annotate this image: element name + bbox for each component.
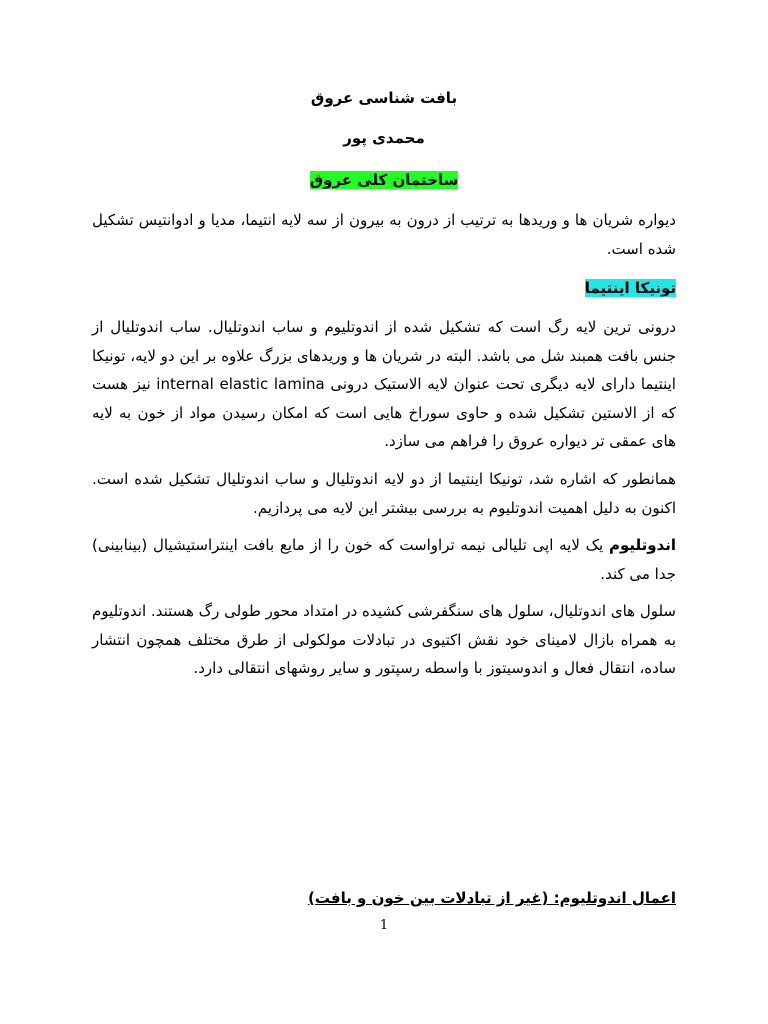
- endothelium-term: اندوتلیوم: [608, 536, 676, 554]
- section-heading-text: ساختمان کلی عروق: [309, 171, 459, 189]
- author-name: محمدی پور: [343, 129, 425, 147]
- endothelium-definition: یک لایه اپی تلیالی نیمه تراواست که خون را از مایع بافت اینتراستیشیال (بینابینی) جدا می کند.: [92, 536, 676, 583]
- subheading-intima-text: تونیکا اینتیما: [584, 279, 676, 297]
- page-number: 1: [379, 918, 389, 933]
- paragraph-intima-2: همانطور که اشاره شد، تونیکا اینتیما از دو لایه اندوتلیال و ساب اندوتلیال تشکیل شده است. اکنون به دلیل اهمیت اندوتلیوم به بررسی بیشتر این لایه می پردازیم.: [92, 470, 676, 517]
- paragraph-endothelium: [92, 531, 676, 588]
- paragraph-endothelial-cells: سلول های اندوتلیال، سلول های سنگفرشی کشیده در امتداد محور طولی رگ هستند. اندوتلیوم به همراه بازال لامینای خود نقش اکتیوی در تبادلات مولکولی از طرق مختلف همچون انتشار ساده، انتقال فعال و اندوسیتوز با واسطه رسپتور و سایر روشهای انتقالی دارد.: [92, 602, 676, 678]
- paragraph-intima-1: درونی ترین لایه رگ است که تشکیل شده از اندوتلیوم و ساب اندوتلیال. ساب اندوتلیال از جنس بافت همبند شل می باشد. البته در شریان ها و وریدهای بزرگ علاوه بر این دو لایه، تونیکا اینتیما دارای لایه دیگری تحت عنوان لایه الاستیک درونی internal elastic lamina نیز هست که از الاستین تشکیل شده و حاوی سوراخ هایی است که امکان رسیدن مواد از خون به لایه های عمقی تر دیواره عروق را فراهم می سازد.: [92, 318, 676, 451]
- intro-paragraph: دیواره شریان ها و وریدها به ترتیب از درون به بیرون از سه لایه انتیما، مدیا و ادوانتیس تشکیل شده است.: [92, 211, 676, 258]
- document-title: بافت شناسی عروق: [310, 89, 458, 107]
- section-heading: [0, 169, 768, 191]
- functions-heading-text: اعمال اندوتلیوم: (غیر از تبادلات بین خون و بافت): [308, 889, 676, 907]
- subheading-intima: [92, 277, 676, 299]
- functions-heading: [92, 887, 676, 909]
